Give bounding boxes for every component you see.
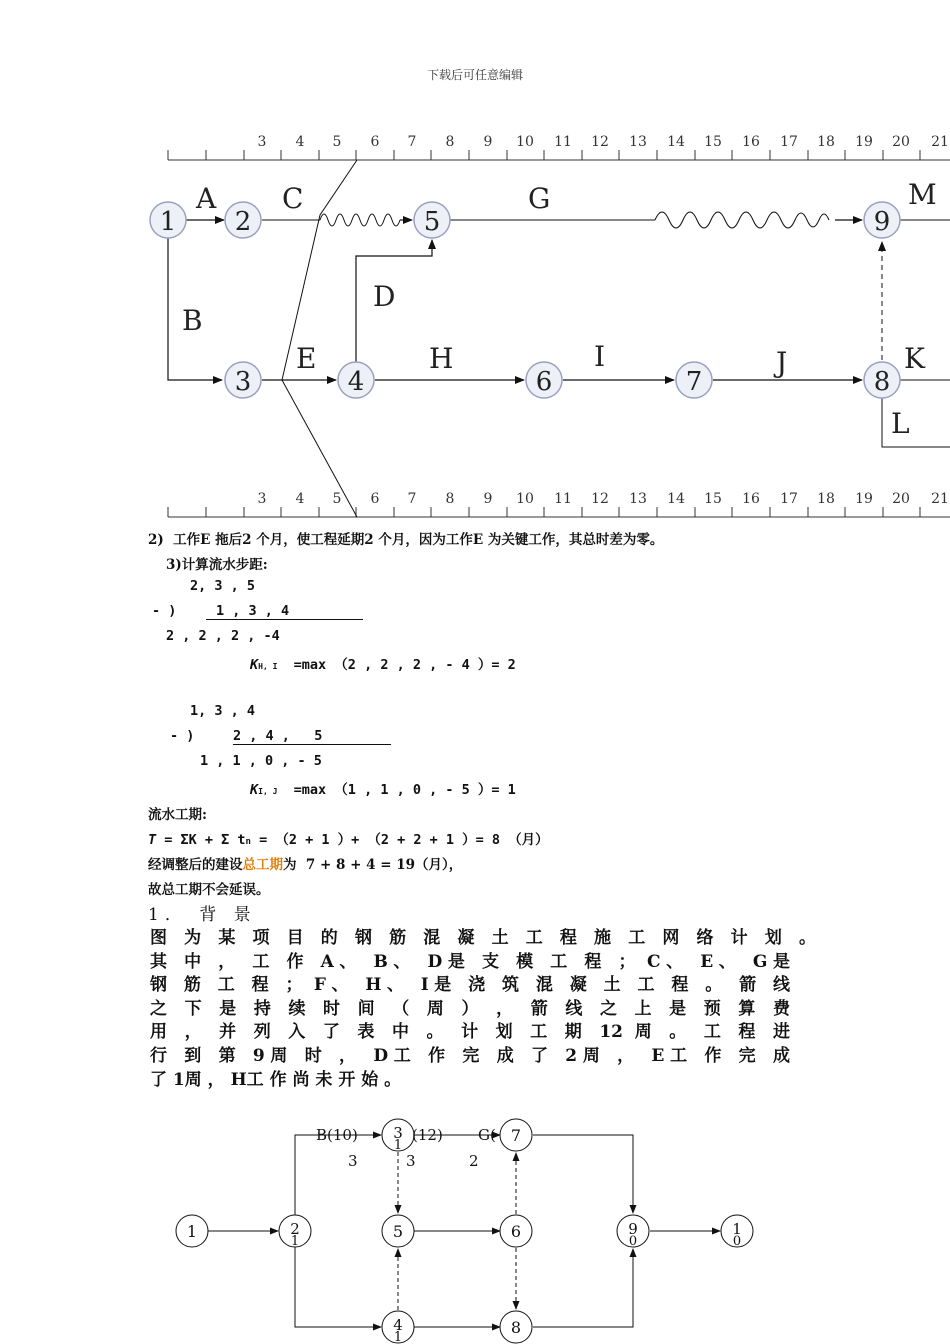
scale-tick-label: 14 [667, 134, 685, 150]
scale-tick-label: 11 [554, 491, 572, 507]
node-2 [225, 202, 261, 238]
node-7 [500, 1119, 532, 1151]
background-line: 其 中 ， 工 作 A、 B、 D是 支 模 工 程 ； C、 E、 G是 [150, 951, 790, 972]
node-10 [721, 1215, 753, 1249]
svg-text:8: 8 [873, 367, 891, 397]
svg-text:1: 1 [186, 1222, 198, 1241]
svg-text:1: 1 [393, 1138, 403, 1153]
svg-text:5: 5 [423, 207, 441, 237]
check-line-bottom [282, 380, 357, 517]
scale-tick-label: 8 [445, 491, 455, 507]
label-d: D [373, 280, 396, 313]
scale-tick-label: 12 [591, 134, 609, 150]
period-formula: T = ΣK + Σ tn = （2 + 1 ）+ （2 + 2 + 1 ）= 8 （月） [148, 832, 549, 848]
node-5 [414, 202, 450, 238]
header-note: 下载后可任意编辑 [426, 68, 523, 82]
svg-text:9: 9 [628, 1220, 638, 1238]
label-b-duration: 3 [348, 1152, 358, 1170]
svg-text:2: 2 [234, 207, 252, 237]
calc-b3: 1 , 1 , 0 , - 5 [200, 753, 322, 769]
scale-tick-label: 15 [704, 134, 722, 150]
label-c: C [282, 182, 304, 215]
scale-tick-label: 4 [295, 491, 305, 507]
calc-b1: 1, 3 , 4 [190, 703, 256, 719]
scale-tick-label: 12 [591, 491, 609, 507]
svg-text:9: 9 [873, 207, 891, 237]
calc-k1: KH, I =max （2 , 2 , 2 , - 4 ）= 2 [250, 657, 516, 673]
scale-tick-label: 17 [780, 491, 798, 507]
scale-tick-label: 20 [892, 491, 910, 507]
label-b: B [182, 304, 203, 337]
label-h: H [429, 342, 454, 375]
svg-text:1: 1 [393, 1330, 403, 1344]
solution-line-2: 2) 工作E 拖后2 个月，使工程延期2 个月，因为工作E 为关键工作，其总时差为零。 [148, 532, 664, 548]
svg-text:1: 1 [732, 1220, 742, 1238]
label-j: J [776, 346, 788, 379]
time-scaled-network-diagram [0, 120, 950, 520]
scale-tick-label: 15 [704, 491, 722, 507]
scale-tick-label: 4 [295, 134, 305, 150]
svg-text:6: 6 [535, 367, 553, 397]
calc-a2: 1 , 3 , 4 [206, 603, 363, 620]
label-i: I [594, 340, 606, 373]
network-plan-diagram [0, 1115, 950, 1344]
calc-k2: KI, J =max （1 , 1 , 0 , - 5 ）= 1 [250, 782, 516, 798]
scale-tick-label: 8 [445, 134, 455, 150]
wavy-free-float-c [320, 214, 400, 226]
top-nodes [150, 202, 900, 398]
svg-text:7: 7 [685, 367, 703, 397]
scale-tick-label: 16 [742, 491, 760, 507]
step3-title: 3)计算流水步距: [166, 557, 268, 573]
label-m: M [908, 178, 937, 211]
section-title: 1． 背 景 [148, 905, 257, 925]
svg-text:3: 3 [393, 1124, 403, 1142]
node-8 [500, 1311, 532, 1343]
node-9 [617, 1215, 649, 1249]
node-9 [864, 202, 900, 238]
svg-text:0: 0 [628, 1234, 638, 1249]
background-paragraph [150, 927, 816, 1092]
node-3 [382, 1119, 414, 1153]
node-1 [150, 202, 186, 238]
svg-text:0: 0 [732, 1234, 742, 1249]
bottom-scale-ticks [168, 491, 950, 517]
scale-tick-label: 17 [780, 134, 798, 150]
label-b10: B(10) [316, 1126, 358, 1144]
scale-tick-label: 6 [370, 491, 380, 507]
svg-text:3: 3 [234, 367, 252, 397]
label-l: L [891, 407, 910, 440]
period-title: 流水工期: [148, 807, 207, 823]
calc-b2-sign: - ) [170, 728, 195, 744]
node-6 [500, 1215, 532, 1247]
background-line: 图 为 某 项 目 的 钢 筋 混 凝 土 工 程 施 工 网 络 计 划 。 [150, 928, 816, 948]
svg-text:7: 7 [510, 1126, 522, 1145]
background-line: 钢 筋 工 程 ； F、 H、 I是 浇 筑 混 凝 土 工 程 。 箭 线 [150, 975, 790, 996]
node-8 [864, 362, 900, 398]
scale-tick-label: 18 [817, 491, 835, 507]
background-line: 用 ， 并 列 入 了 表 中 。 计 划 工 期 12 周 。 工 程 进 [150, 1022, 790, 1043]
calc-a2-sign: - ) [152, 603, 177, 619]
svg-text:6: 6 [510, 1222, 522, 1241]
svg-text:1: 1 [159, 207, 177, 237]
calc-a3: 2 , 2 , 2 , -4 [166, 628, 280, 644]
node-6 [526, 362, 562, 398]
scale-tick-label: 21 [931, 134, 949, 150]
label-k: K [904, 342, 925, 375]
scale-tick-label: 21 [931, 491, 949, 507]
adjusted-period: 经调整后的建设总工期为 7 + 8 + 4 = 19（月）， [148, 857, 463, 873]
svg-text:8: 8 [510, 1318, 522, 1337]
svg-text:4: 4 [393, 1316, 403, 1334]
scale-tick-label: 10 [516, 134, 534, 150]
node-2 [279, 1215, 311, 1249]
wavy-free-float-g [655, 212, 829, 228]
scale-tick-label: 3 [257, 134, 267, 150]
scale-tick-label: 6 [370, 134, 380, 150]
scale-tick-label: 9 [483, 134, 493, 150]
scale-tick-label: 7 [407, 491, 417, 507]
label-a: A [196, 182, 217, 215]
scale-tick-label: 9 [483, 491, 493, 507]
svg-text:4: 4 [347, 367, 365, 397]
node-7 [676, 362, 712, 398]
conclusion: 故总工期不会延误。 [148, 882, 270, 898]
label-c12: (12) [412, 1126, 443, 1144]
scale-tick-label: 10 [516, 491, 534, 507]
node-5 [382, 1215, 414, 1247]
node-4 [338, 362, 374, 398]
scale-tick-label: 14 [667, 491, 685, 507]
label-g: G( [478, 1126, 496, 1144]
scale-tick-label: 5 [332, 491, 342, 507]
scale-tick-label: 13 [629, 491, 647, 507]
scale-tick-label: 13 [629, 134, 647, 150]
svg-text:2: 2 [290, 1220, 300, 1238]
scale-tick-label: 20 [892, 134, 910, 150]
label-g: G [528, 182, 551, 215]
node-3 [225, 362, 261, 398]
scale-tick-label: 11 [554, 134, 572, 150]
scale-tick-label: 18 [817, 134, 835, 150]
scale-tick-label: 16 [742, 134, 760, 150]
label-g-duration: 2 [469, 1152, 479, 1170]
top-scale-ticks [168, 134, 950, 160]
scale-tick-label: 5 [332, 134, 342, 150]
svg-text:1: 1 [290, 1234, 300, 1249]
calc-a1: 2, 3 , 5 [190, 578, 256, 594]
node-1 [176, 1215, 208, 1247]
calc-b2: 2 , 4 , 5 [233, 728, 391, 745]
scale-tick-label: 3 [257, 491, 267, 507]
scale-tick-label: 19 [855, 134, 873, 150]
background-line: 行 到 第 9周 时 ， D工 作 完 成 了 2周 ， E工 作 完 成 [150, 1045, 790, 1066]
svg-text:5: 5 [392, 1222, 404, 1241]
label-c-duration: 3 [406, 1152, 416, 1170]
background-line: 了 1周 ， H工 作 尚 未 开 始 。 [150, 1069, 402, 1090]
label-e: E [296, 342, 317, 375]
scale-tick-label: 7 [407, 134, 417, 150]
background-line: 之 下 是 持 续 时 间 （ 周 ） ， 箭 线 之 上 是 预 算 费 [150, 998, 790, 1019]
scale-tick-label: 19 [855, 491, 873, 507]
node-4 [382, 1311, 414, 1344]
